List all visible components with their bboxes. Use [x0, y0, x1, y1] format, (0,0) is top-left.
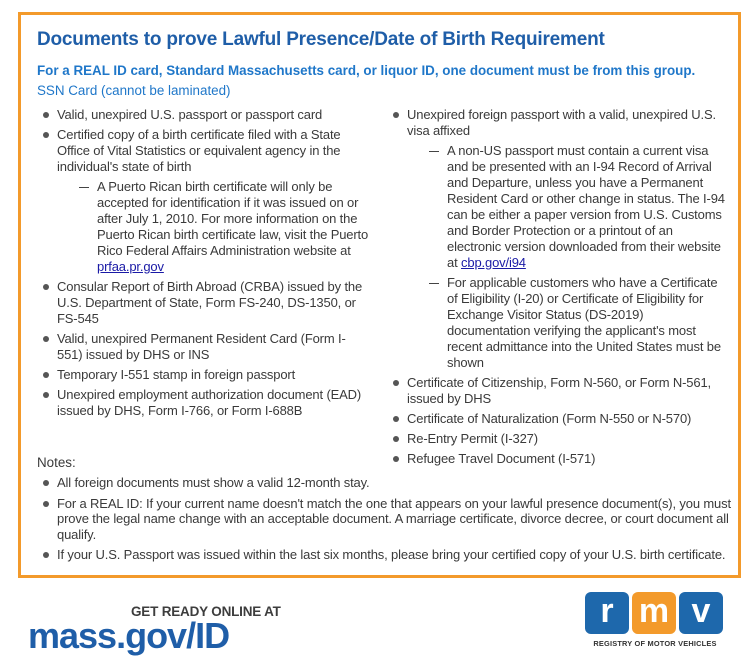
- get-ready-text: GET READY ONLINE AT: [131, 604, 281, 619]
- list-item: Valid, unexpired Permanent Resident Card (Form I-551) issued by DHS or INS: [39, 331, 369, 363]
- list-item: Valid, unexpired U.S. passport or passport card: [39, 107, 369, 123]
- list-item: Certificate of Citizenship, Form N-560, or Form N-561, issued by DHS: [389, 375, 729, 407]
- ssn-note: SSN Card (cannot be laminated): [37, 83, 231, 98]
- subheading: For a REAL ID card, Standard Massachusetts card, or liquor ID, one document must be from this group.: [37, 63, 696, 78]
- rmv-tagline: REGISTRY OF MOTOR VEHICLES: [593, 639, 717, 648]
- rmv-logo: [585, 592, 725, 654]
- cbp-link[interactable]: cbp.gov/i94: [461, 255, 526, 270]
- sub-list-item: For applicable customers who have a Certificate of Eligibility (I-20) or Certificate of Eligibility for Exchange Visitor Status (DS-2019) documentation verifying the applicant's most recent admittance into the United States must be shown: [429, 275, 729, 371]
- rmv-logo-m: m: [632, 592, 676, 634]
- list-item: Unexpired employment authorization document (EAD) issued by DHS, Form I-766, or Form I-688B: [39, 387, 369, 419]
- sub-list-item: A Puerto Rican birth certificate will only be accepted for identification if it was issued on or after July 1, 2010. For more information on the Puerto Rican birth certificate law, visit the Puerto Rico Federal Affairs Administration website at prfaa.pr.gov: [79, 179, 369, 275]
- note-item: All foreign documents must show a valid 12-month stay.: [39, 475, 739, 491]
- list-item: Unexpired foreign passport with a valid, unexpired U.S. visa affixed A non-US passport must contain a current visa and be presented with an I-94 Record of Arrival and Departure, unless you have a Permanent Resident Card or other change in status. The I-94 can be either a paper version from U.S. Customs and Border Protection or a printout of an electronic version downloaded from their website at cbp.gov/i94 For applicable customers who have a Certificate of Eligibility (I-20) or Certificate of Eligibility for Exchange Visitor Status (DS-2019) documentation verifying the applicant's most recent admittance into the United States must be shown: [389, 107, 729, 371]
- notes-label: Notes:: [37, 455, 76, 470]
- list-item: Certified copy of a birth certificate filed with a State Office of Vital Statistics or equivalent agency in the individual's state of birth A Puerto Rican birth certificate will only be accepted for identification if it was issued on or after July 1, 2010. For more information on the Puerto Rican birth certificate law, visit the Puerto Rico Federal Affairs Administration website at prfaa.pr.gov: [39, 127, 369, 275]
- note-item: If your U.S. Passport was issued within the last six months, please bring your certified copy of your U.S. birth certificate.: [39, 547, 739, 563]
- page-title: Documents to prove Lawful Presence/Date of Birth Requirement: [37, 29, 605, 50]
- sub-list-item: A non-US passport must contain a current visa and be presented with an I-94 Record of Arrival and Departure, unless you have a Permanent Resident Card or other change in status. The I-94 can be either a paper version from U.S. Customs and Border Protection or a printout of an electronic version downloaded from their website at cbp.gov/i94: [429, 143, 729, 271]
- mass-gov-url[interactable]: mass.gov/ID: [28, 615, 230, 656]
- rmv-logo-v: v: [679, 592, 723, 634]
- right-document-list: [389, 107, 729, 471]
- prfaa-link[interactable]: prfaa.pr.gov: [97, 259, 164, 274]
- list-item: Temporary I-551 stamp in foreign passport: [39, 367, 369, 383]
- list-item: Consular Report of Birth Abroad (CRBA) issued by the U.S. Department of State, Form FS-240, DS-1350, or FS-545: [39, 279, 369, 327]
- list-item: Refugee Travel Document (I-571): [389, 451, 729, 467]
- notes-list: [39, 475, 739, 568]
- list-item: Re-Entry Permit (I-327): [389, 431, 729, 447]
- left-document-list: [39, 107, 369, 423]
- rmv-logo-r: r: [585, 592, 629, 634]
- requirements-panel: [18, 12, 741, 578]
- note-item: For a REAL ID: If your current name doesn't match the one that appears on your lawful presence document(s), you must prove the legal name change with an acceptable document. A marriage certificate, divorce decree, or court document all qualify.: [39, 496, 739, 543]
- list-item: Certificate of Naturalization (Form N-550 or N-570): [389, 411, 729, 427]
